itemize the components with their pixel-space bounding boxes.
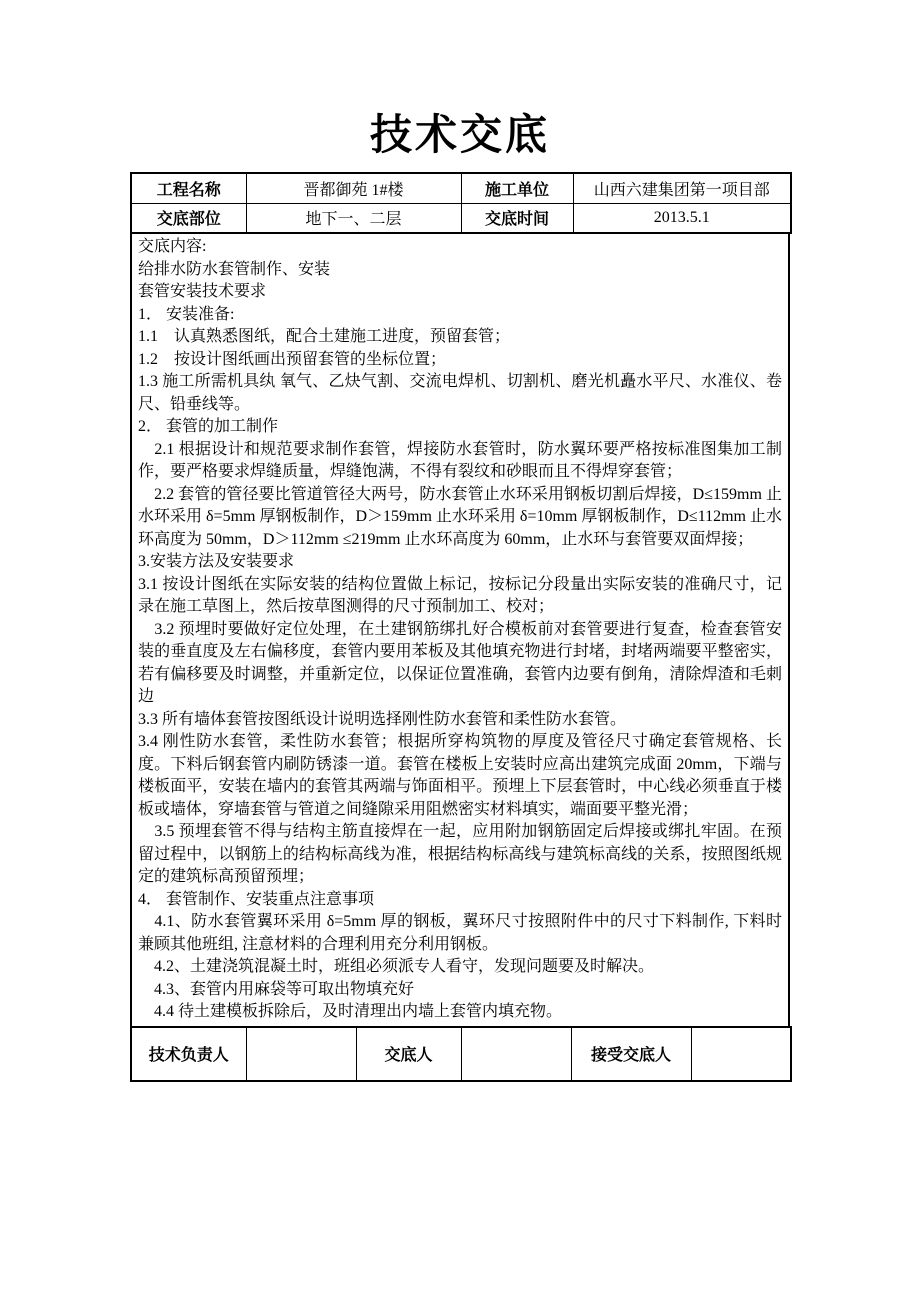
content-line: 1.3 施工所需机具纨 氧气、乙炔气割、交流电焊机、切割机、磨光机矗水平尺、水准仪、卷尺、铅垂线等。 <box>138 373 782 413</box>
project-name-label: 工程名称 <box>131 173 246 203</box>
content-line: 4.4 待土建模板拆除后，及时清理出内墙上套管内填充物。 <box>138 1003 563 1021</box>
disclosure-time-value: 2013.5.1 <box>573 203 791 233</box>
content-table <box>130 232 790 1028</box>
content-line: 2.1 根据设计和规范要求制作套管，焊接防水套管时，防水翼环要严格按标准图集加工制作，要严格要求焊缝质量，焊缝饱满，不得有裂纹和砂眼而且不得焊穿套管； <box>138 440 782 481</box>
content-line: 4.2、土建浇筑混凝土时，班组必须派专人看守，发现问题要及时解决。 <box>138 958 655 976</box>
content-line: 1． 安装准备: <box>138 305 235 323</box>
disclosure-part-label: 交底部位 <box>131 203 246 233</box>
signature-row <box>131 1027 791 1081</box>
receiver-signature-cell <box>691 1027 791 1081</box>
info-row-part <box>131 203 791 233</box>
content-line: 3.5 预埋套管不得与结构主筋直接焊在一起，应用附加钢筋固定后焊接或绑扎牢固。在预留过程中，以钢筋上的结构标高线为准，根据结构标高线与建筑标高线的关系，按照图纸规定的建筑标高预留预埋； <box>138 823 782 886</box>
project-name-value: 晋都御苑 1#楼 <box>246 173 461 203</box>
content-line: 4.1、防水套管翼环采用 δ=5mm 厚的钢板，翼环尺寸按照附件中的尺寸下料制作, 下料时兼顾其他班组, 注意材料的合理利用充分利用钢板。 <box>138 913 782 953</box>
content-line: 1.1 认真熟悉图纸，配合土建施工进度，预留套管； <box>138 328 511 346</box>
receiver-label: 接受交底人 <box>571 1027 691 1081</box>
disclosure-part-value: 地下一、二层 <box>246 203 461 233</box>
technical-lead-label: 技术负责人 <box>131 1027 246 1081</box>
content-line: 3.2 预埋时要做好定位处理，在土建钢筋绑扎好合模板前对套管要进行复查，检查套管安装的垂直度及左右偏移度，套管内要用苯板及其他填充物进行封堵，封堵两端要平整密实，若有偏移要及时调整，并重新定位，以保证位置准确，套管内边要有倒角，清除焊渣和毛刺边 <box>138 620 782 706</box>
technical-lead-signature-cell <box>246 1027 356 1081</box>
content-line: 3.4 刚性防水套管，柔性防水套管；根据所穿构筑物的厚度及管径尺寸确定套管规格、长度。下料后钢套管内刷防锈漆一道。套管在楼板上安装时应高出建筑完成面 20mm，下端与楼板面平，安装在墙内的套管其两端与饰面相平。预埋上下层套管时，中心线必须垂直于楼板或墙体，穿墙套管与管道之间缝隙采用阻燃密实材料填实，端面要平整光滑； <box>138 733 782 818</box>
content-line: 2.2 套管的管径要比管道管径大两号，防水套管止水环采用钢板切割后焊接，D≤159mm 止水环采用 δ=5mm 厚钢板制作，D＞159mm 止水环采用 δ=10mm 厚钢板制作，D≤112mm 止水环高度为 50mm，D＞112mm ≤219mm 止水环高度为 60mm，止水环与套管要双面焊接； <box>138 485 782 548</box>
disclosure-time-label: 交底时间 <box>461 203 573 233</box>
info-table <box>130 172 792 234</box>
content-line: 2． 套管的加工制作 <box>138 418 279 436</box>
signature-table <box>130 1026 792 1082</box>
disclosure-content-cell <box>131 233 789 1027</box>
construction-unit-value: 山西六建集团第一项目部 <box>573 173 791 203</box>
content-line: 1.2 按设计图纸画出预留套管的坐标位置； <box>138 350 447 368</box>
document-title: 技术交底 <box>369 111 550 158</box>
content-paragraphs <box>138 236 782 1024</box>
construction-unit-label: 施工单位 <box>461 173 573 203</box>
content-line: 3.1 按设计图纸在实际安装的结构位置做上标记，按标记分段量出实际安装的准确尺寸，记录在施工草图上，然后按草图测得的尺寸预制加工、校对； <box>138 575 782 616</box>
content-line: 3.3 所有墙体套管按图纸设计说明选择刚性防水套管和柔性防水套管。 <box>138 710 627 728</box>
info-row-project <box>131 173 791 203</box>
content-row <box>131 233 789 1027</box>
discloser-label: 交底人 <box>356 1027 461 1081</box>
content-line: 交底内容: <box>138 238 207 256</box>
discloser-signature-cell <box>461 1027 571 1081</box>
content-line: 套管安装技术要求 <box>138 283 267 301</box>
content-line: 4． 套管制作、安装重点注意事项 <box>138 890 375 908</box>
content-line: 给排水防水套管制作、安装 <box>138 260 331 278</box>
content-line: 3.安装方法及安装要求 <box>138 553 295 571</box>
content-line: 4.3、套管内用麻袋等可取出物填充好 <box>138 980 415 998</box>
